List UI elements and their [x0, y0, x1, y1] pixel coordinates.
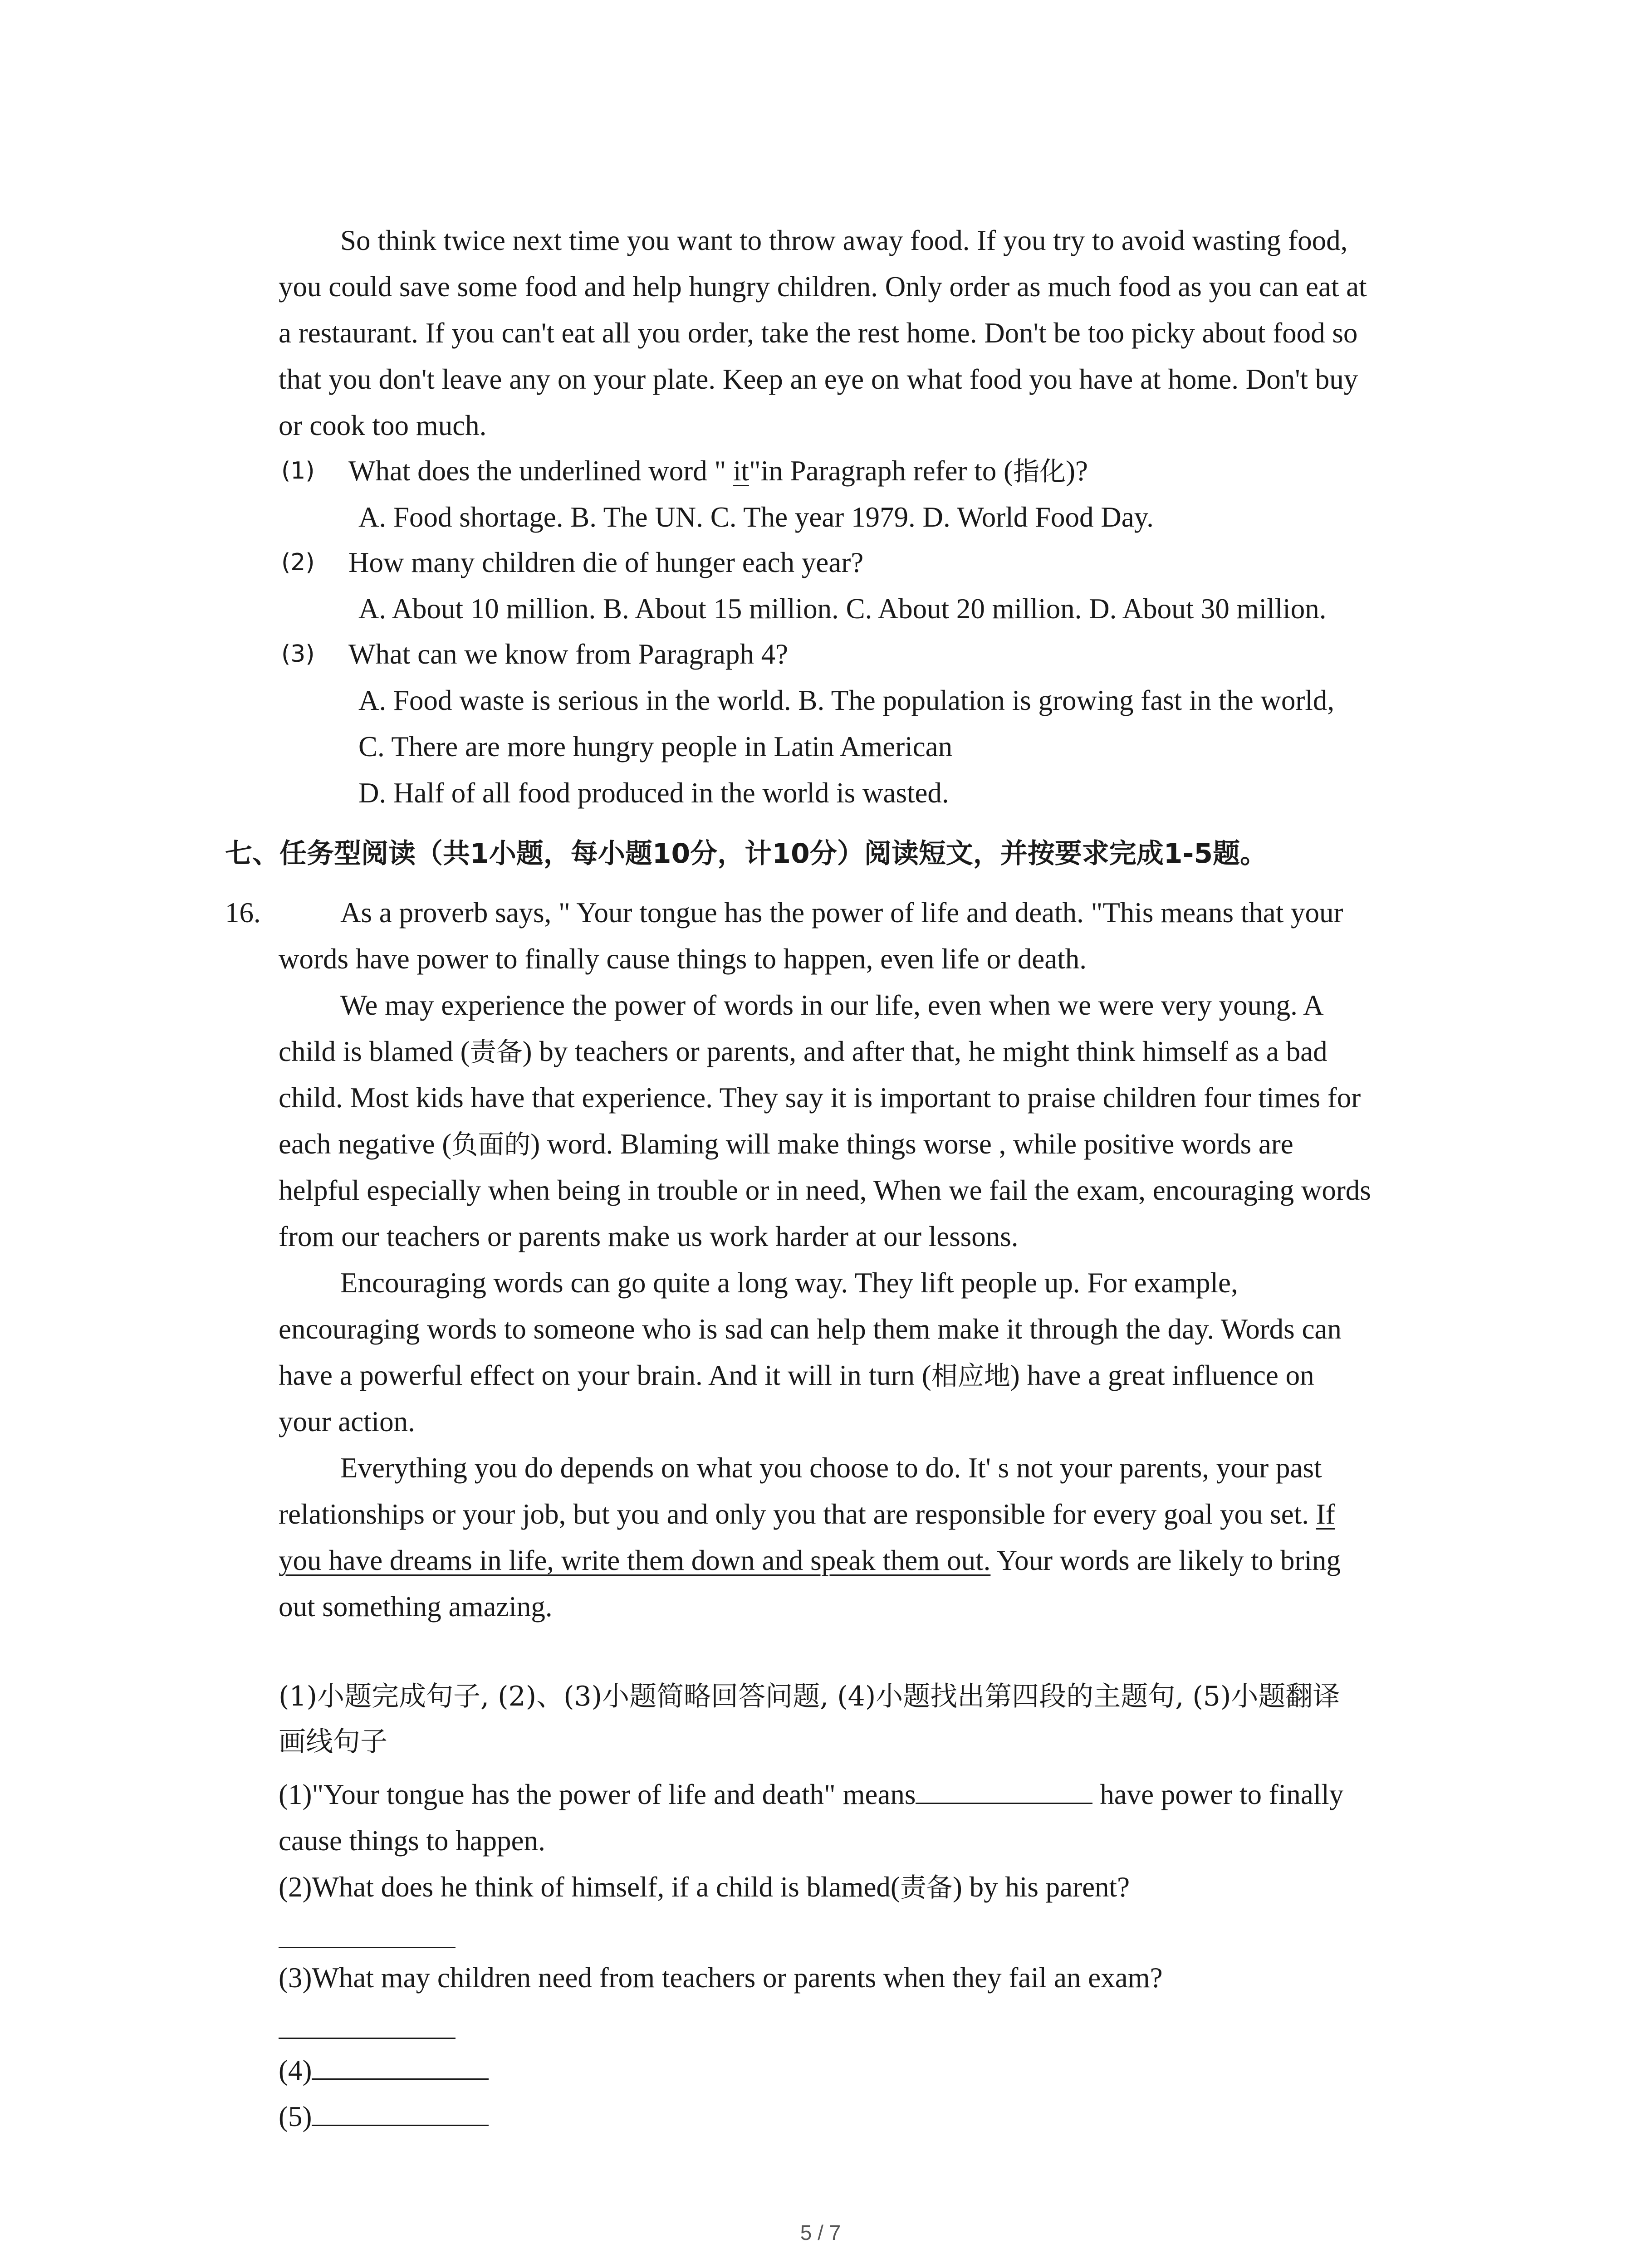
- task-question-4: (4): [279, 2048, 489, 2093]
- page-number: 5 / 7: [800, 2221, 841, 2244]
- passage-line: Everything you do depends on what you choose to do. It' s not your parents, your past: [340, 1452, 1322, 1484]
- passage-line: from our teachers or parents make us work harder at our lessons.: [279, 1221, 1019, 1252]
- question-text: How many children die of hunger each year?: [348, 547, 864, 578]
- passage-line: a restaurant. If you can't eat all you order, take the rest home. Don't be too picky about food so: [279, 317, 1358, 349]
- passage-line: words have power to finally cause things to happen, even life or death.: [279, 943, 1087, 975]
- underlined-sentence: If: [1316, 1498, 1335, 1530]
- answer-blank[interactable]: [312, 2051, 489, 2080]
- task-instructions: 画线句子: [279, 1726, 387, 1758]
- task-question-1: (1)"Your tongue has the power of life and death" means have power to finally: [279, 1772, 1343, 1817]
- task-instructions: (1)小题完成句子, (2)、(3)小题简略回答问题, (4)小题找出第四段的主题句, (5)小题翻译: [279, 1681, 1340, 1712]
- passage-line: child is blamed (责备) by teachers or parents, and after that, he might think himself as a bad: [279, 1036, 1327, 1067]
- underlined-word: it: [733, 455, 749, 487]
- answer-options: A. Food waste is serious in the world. B. The population is growing fast in the world,: [358, 684, 1335, 716]
- answer-blank[interactable]: [279, 2038, 456, 2039]
- passage-line: child. Most kids have that experience. They say it is important to praise children four times for: [279, 1082, 1361, 1114]
- task-question-2: (2)What does he think of himself, if a child is blamed(责备) by his parent?: [279, 1871, 1130, 1903]
- task-question-5: (5): [279, 2094, 489, 2139]
- passage-line: or cook too much.: [279, 410, 487, 441]
- passage-line: out something amazing.: [279, 1591, 553, 1623]
- question-number: (1): [281, 457, 315, 484]
- passage-line: that you don't leave any on your plate. Keep an eye on what food you have at home. Don't buy: [279, 363, 1358, 395]
- passage-line: Encouraging words can go quite a long way. They lift people up. For example,: [340, 1267, 1238, 1299]
- section-heading: 七、任务型阅读（共1小题，每小题10分，计10分）阅读短文，并按要求完成1-5题。: [225, 838, 1268, 870]
- passage-line: As a proverb says, " Your tongue has the power of life and death. "This means that your: [340, 897, 1343, 929]
- passage-line: have a powerful effect on your brain. And it will in turn (相应地) have a great influence on: [279, 1359, 1314, 1391]
- answer-blank[interactable]: [279, 1947, 456, 1948]
- passage-line: helpful especially when being in trouble or in need, When we fail the exam, encouraging words: [279, 1174, 1371, 1206]
- question-number: (3): [281, 640, 315, 668]
- passage-line: So think twice next time you want to throw away food. If you try to avoid wasting food,: [340, 225, 1348, 256]
- underlined-sentence: you have dreams in life, write them down and speak them out.: [279, 1545, 991, 1576]
- passage-line: encouraging words to someone who is sad can help them make it through the day. Words can: [279, 1313, 1342, 1345]
- passage-line: each negative (负面的) word. Blaming will make things worse , while positive words are: [279, 1128, 1293, 1160]
- answer-blank[interactable]: [916, 1775, 1092, 1804]
- question-number: (2): [281, 549, 315, 576]
- answer-blank[interactable]: [312, 2097, 489, 2126]
- answer-options: A. About 10 million. B. About 15 million. C. About 20 million. D. About 30 million.: [358, 593, 1327, 625]
- passage-line: you have dreams in life, write them down and speak them out. Your words are likely to bring: [279, 1545, 1341, 1576]
- passage-line: your action.: [279, 1406, 415, 1437]
- answer-options: A. Food shortage. B. The UN. C. The year 1979. D. World Food Day.: [358, 501, 1154, 533]
- answer-options: D. Half of all food produced in the world is wasted.: [358, 777, 949, 809]
- question-text: What does the underlined word " it"in Paragraph refer to (指化)?: [348, 455, 1088, 487]
- question-text: What can we know from Paragraph 4?: [348, 638, 789, 670]
- question-number: 16.: [225, 897, 261, 929]
- task-question-3: (3)What may children need from teachers or parents when they fail an exam?: [279, 1962, 1163, 1994]
- task-question-1-cont: cause things to happen.: [279, 1825, 545, 1857]
- passage-line: We may experience the power of words in our life, even when we were very young. A: [340, 989, 1324, 1021]
- passage-line: relationships or your job, but you and only you that are responsible for every goal you set. If: [279, 1498, 1335, 1530]
- answer-options: C. There are more hungry people in Latin American: [358, 731, 953, 763]
- passage-line: you could save some food and help hungry children. Only order as much food as you can eat at: [279, 271, 1367, 303]
